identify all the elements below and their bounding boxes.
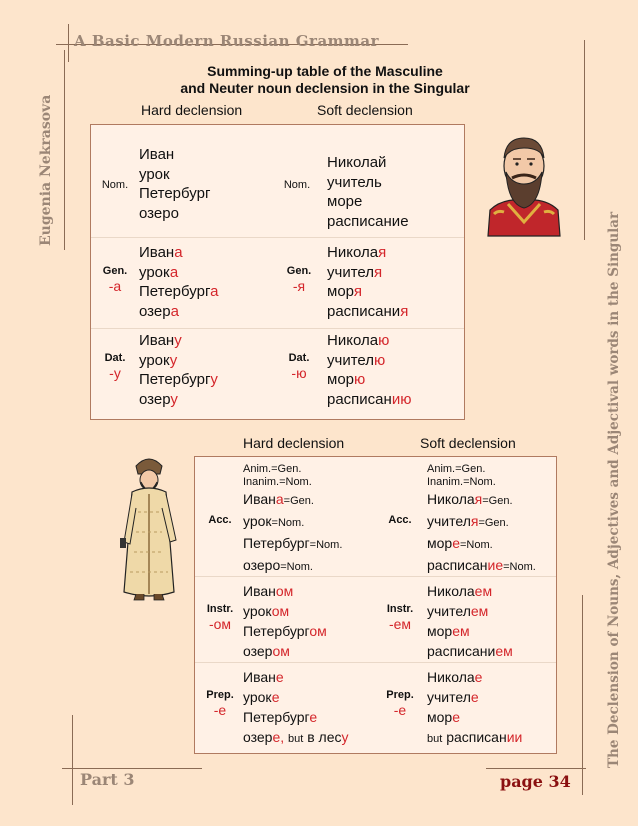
left-vertical-rule xyxy=(64,50,65,250)
word: уроке xyxy=(243,689,280,705)
page-title-line1: Summing-up table of the Masculine xyxy=(207,63,443,79)
page-number: page 34 xyxy=(500,772,571,791)
word: Петербургу xyxy=(139,371,218,388)
word: Николая=Gen. xyxy=(427,491,513,507)
table2-soft-header: Soft declension xyxy=(420,435,516,451)
word: Иваном xyxy=(243,583,294,599)
gen-case-label xyxy=(93,264,137,294)
case-name: Instr. xyxy=(206,603,234,615)
case-ending: -ю xyxy=(291,365,307,381)
word: Петербурга xyxy=(139,283,219,300)
case-name: Nom. xyxy=(283,179,311,191)
word: урока xyxy=(139,263,179,281)
word: расписания xyxy=(327,302,409,320)
word: урок xyxy=(139,165,170,183)
instr-soft-words xyxy=(427,581,513,661)
word: уроку xyxy=(139,351,178,369)
word: учитель xyxy=(327,173,382,191)
word: Петербургом xyxy=(243,623,327,639)
prep-soft-words xyxy=(427,667,522,749)
case-name: Gen. xyxy=(102,265,128,277)
instr-case-label xyxy=(197,602,243,632)
page-title-line2: and Neuter noun declension in the Singular xyxy=(180,80,470,96)
word: Николай xyxy=(327,154,387,171)
word: Ивана xyxy=(139,244,183,261)
dat-soft-words xyxy=(327,331,411,409)
case-ending: -у xyxy=(109,365,121,381)
note: Anim.=Gen. xyxy=(243,463,302,475)
row-separator xyxy=(91,237,464,238)
case-name: Instr. xyxy=(386,603,414,615)
word: Иване xyxy=(243,669,284,685)
word: озеру xyxy=(139,390,178,408)
case-name: Acc. xyxy=(208,514,232,526)
top-left-vertical-rule xyxy=(68,24,69,62)
case-ending: -я xyxy=(292,278,306,294)
case-name: Nom. xyxy=(101,179,129,191)
word: море=Nom. xyxy=(427,535,493,551)
word: морем xyxy=(427,623,470,639)
nom-soft-words xyxy=(327,153,409,231)
word: Николая xyxy=(327,244,387,261)
case-ending: -е xyxy=(393,702,407,718)
right-vertical-rule xyxy=(584,40,585,240)
declension-table-1 xyxy=(90,124,465,420)
word: морю xyxy=(327,371,366,388)
table2-hard-header: Hard declension xyxy=(243,435,345,451)
acc-soft-words xyxy=(427,463,536,577)
table1-soft-header: Soft declension xyxy=(317,102,413,118)
bottom-right-rule xyxy=(486,768,586,769)
word: озеро xyxy=(139,204,179,222)
case-ending: -ом xyxy=(208,616,232,632)
gen-soft-words xyxy=(327,243,408,321)
author-name: Eugenia Nekrasova xyxy=(38,94,54,246)
word: озером xyxy=(243,643,290,659)
word: Ивана=Gen. xyxy=(243,491,314,507)
word: учителе xyxy=(427,689,479,705)
case-name: Acc. xyxy=(388,514,412,526)
row-separator xyxy=(195,662,556,663)
bottom-left-rule xyxy=(62,768,202,769)
word: озере, but в лесу xyxy=(243,729,349,745)
case-name: Prep. xyxy=(386,689,414,701)
word: Николаем xyxy=(427,583,493,599)
case-ending: -ем xyxy=(388,616,412,632)
case-ending: -а xyxy=(108,278,122,294)
instr-hard-words xyxy=(243,581,327,661)
word: Николае xyxy=(427,669,483,685)
bottom-left-vertical-rule xyxy=(72,715,73,805)
acc-case-label xyxy=(197,513,243,528)
acc-case-label-soft xyxy=(377,513,423,528)
chapter-side-title: The Declension of Nouns, Adjectives and Adjectival words in the Singular xyxy=(606,211,622,768)
prep-case-label xyxy=(197,688,243,718)
word: but расписании xyxy=(427,729,523,745)
prep-hard-words xyxy=(243,667,349,749)
nom-hard-words xyxy=(139,145,210,223)
word: озера xyxy=(139,302,179,320)
prep-case-label-soft xyxy=(377,688,423,718)
dat-case-label-soft xyxy=(277,351,321,381)
word: Петербурге xyxy=(243,709,318,725)
declension-table-2 xyxy=(194,456,557,754)
part-label: Part 3 xyxy=(80,770,135,789)
instr-case-label-soft xyxy=(377,602,423,632)
boyar-figure-illustration xyxy=(116,452,182,602)
word: расписание=Nom. xyxy=(427,557,536,573)
nom-case-label xyxy=(93,178,137,193)
word: Ивану xyxy=(139,332,182,349)
word: учителю xyxy=(327,351,386,369)
bottom-right-vertical-rule xyxy=(582,595,583,795)
dat-case-label xyxy=(93,351,137,381)
word: Петербург xyxy=(139,185,211,202)
word: Петербург=Nom. xyxy=(243,535,343,551)
tsar-portrait-illustration xyxy=(484,126,564,238)
gen-hard-words xyxy=(139,243,218,321)
gen-case-label-soft xyxy=(277,264,321,294)
word: Николаю xyxy=(327,332,390,349)
word: уроком xyxy=(243,603,290,619)
word: море xyxy=(327,193,363,210)
word: урок=Nom. xyxy=(243,513,305,529)
note: Inanim.=Nom. xyxy=(243,476,312,488)
word: учителя xyxy=(327,263,383,281)
word: расписанием xyxy=(427,643,513,659)
word: учителем xyxy=(427,603,489,619)
dat-hard-words xyxy=(139,331,218,409)
word: учителя=Gen. xyxy=(427,513,509,529)
word: море xyxy=(427,709,460,725)
word: озеро=Nom. xyxy=(243,557,313,573)
word: моря xyxy=(327,283,362,300)
case-name: Dat. xyxy=(288,352,310,364)
table1-hard-header: Hard declension xyxy=(141,102,243,118)
case-name: Dat. xyxy=(104,352,126,364)
word: Иван xyxy=(139,146,175,163)
word: расписание xyxy=(327,212,409,230)
row-separator xyxy=(91,328,464,329)
case-name: Gen. xyxy=(286,265,312,277)
word: расписанию xyxy=(327,390,412,408)
acc-hard-words xyxy=(243,463,342,577)
note: Inanim.=Nom. xyxy=(427,476,496,488)
note: Anim.=Gen. xyxy=(427,463,486,475)
nom-case-label-soft xyxy=(275,178,319,193)
book-title: A Basic Modern Russian Grammar xyxy=(74,32,380,50)
case-ending: -е xyxy=(213,702,227,718)
case-name: Prep. xyxy=(206,689,234,701)
